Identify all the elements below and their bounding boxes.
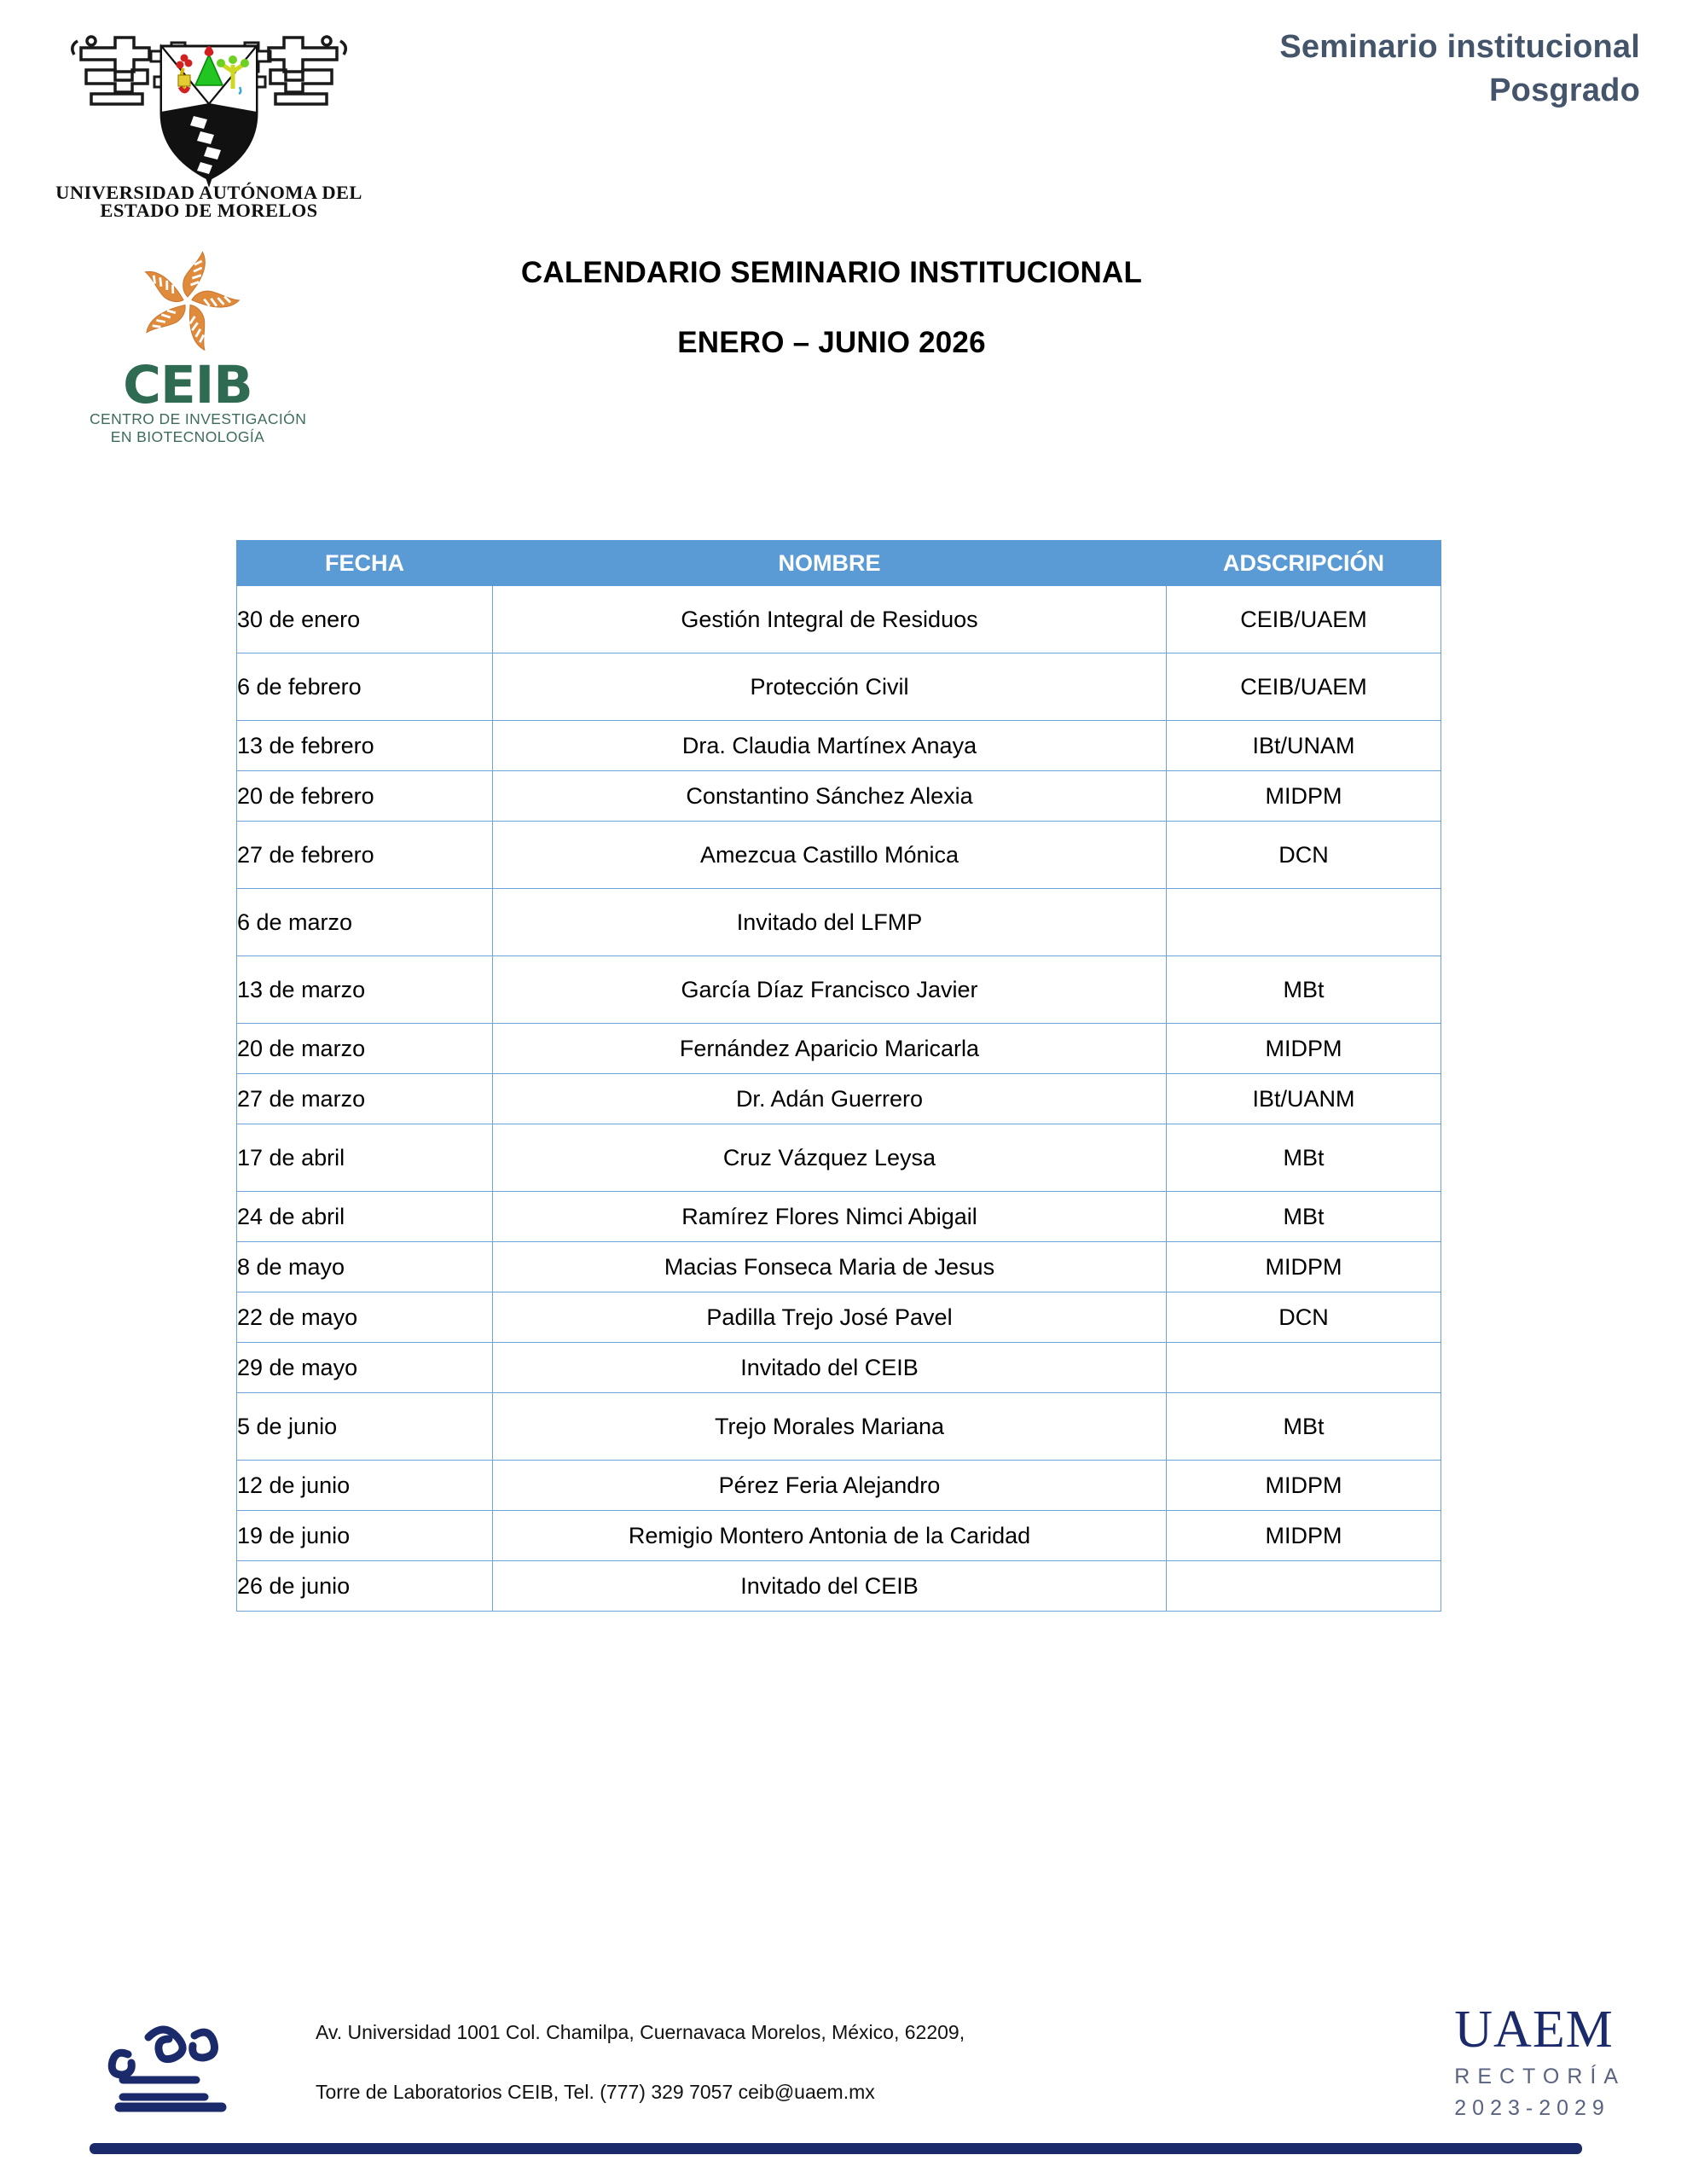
cell-fecha: 13 de marzo	[237, 956, 493, 1024]
table-row	[237, 721, 1441, 771]
table-row	[237, 1393, 1441, 1461]
footer-address-line1: Av. Universidad 1001 Col. Chamilpa, Cuernavaca Morelos, México, 62209,	[316, 2021, 965, 2043]
cell-adscripcion: IBt/UNAM	[1167, 721, 1441, 771]
cell-fecha: 22 de mayo	[237, 1292, 493, 1343]
table-body	[237, 586, 1441, 1612]
column-header-nombre: NOMBRE	[493, 541, 1167, 586]
column-header-fecha: FECHA	[237, 541, 493, 586]
table-row	[237, 1242, 1441, 1292]
cell-nombre: Invitado del LFMP	[493, 889, 1167, 956]
ceib-logo	[90, 243, 307, 445]
cell-nombre: Remigio Montero Antonia de la Caridad	[493, 1511, 1167, 1561]
footer-address-line2: Torre de Laboratorios CEIB, Tel. (777) 329 7057 ceib@uaem.mx	[316, 2080, 875, 2103]
cell-adscripcion: MIDPM	[1167, 1461, 1441, 1511]
cell-adscripcion	[1167, 889, 1441, 956]
cell-adscripcion	[1167, 1343, 1441, 1393]
cell-nombre: Macias Fonseca Maria de Jesus	[493, 1242, 1167, 1292]
cell-fecha: 5 de junio	[237, 1393, 493, 1461]
cell-nombre: Pérez Feria Alejandro	[493, 1461, 1167, 1511]
table-row	[237, 822, 1441, 889]
cell-adscripcion	[1167, 1561, 1441, 1612]
cell-fecha: 6 de febrero	[237, 653, 493, 721]
cell-fecha: 29 de mayo	[237, 1343, 493, 1393]
table-row	[237, 1511, 1441, 1561]
cell-fecha: 12 de junio	[237, 1461, 493, 1511]
cell-nombre: Trejo Morales Mariana	[493, 1393, 1167, 1461]
svg-text:UNIVERSIDAD AUTÓNOMA DEL: UNIVERSIDAD AUTÓNOMA DEL	[55, 182, 362, 203]
cell-nombre: Invitado del CEIB	[493, 1561, 1167, 1612]
document-title-line2: ENERO – JUNIO 2026	[677, 326, 986, 359]
document-title	[281, 256, 1382, 360]
cell-fecha: 17 de abril	[237, 1124, 493, 1192]
rectoria-period: 2023-2029	[1454, 2096, 1610, 2120]
table-row	[237, 1192, 1441, 1242]
cell-adscripcion: MBt	[1167, 1192, 1441, 1242]
cell-adscripcion: DCN	[1167, 1292, 1441, 1343]
page-header	[0, 0, 1687, 256]
cell-fecha: 19 de junio	[237, 1511, 493, 1561]
cell-fecha: 27 de febrero	[237, 822, 493, 889]
page-footer	[0, 1988, 1687, 2184]
cell-nombre: Padilla Trejo José Pavel	[493, 1292, 1167, 1343]
document-title-line1: CALENDARIO SEMINARIO INSTITUCIONAL	[520, 256, 1143, 289]
table-row	[237, 586, 1441, 653]
table-row	[237, 1461, 1441, 1511]
table-row	[237, 1024, 1441, 1074]
cell-fecha: 13 de febrero	[237, 721, 493, 771]
cell-adscripcion: MBt	[1167, 1393, 1441, 1461]
column-header-adscripcion: ADSCRIPCIÓN	[1167, 541, 1441, 586]
table-row	[237, 771, 1441, 822]
cell-nombre: Dra. Claudia Martínex Anaya	[493, 721, 1167, 771]
header-title-block	[1279, 26, 1640, 113]
cell-fecha: 26 de junio	[237, 1561, 493, 1612]
cell-fecha: 24 de abril	[237, 1192, 493, 1242]
header-seminar-label: Seminario institucional	[1279, 29, 1640, 65]
uaem-wave-glyph-icon	[94, 2012, 247, 2123]
cell-adscripcion: IBt/UANM	[1167, 1074, 1441, 1124]
cell-nombre: Protección Civil	[493, 653, 1167, 721]
svg-text:ESTADO DE MORELOS: ESTADO DE MORELOS	[100, 200, 318, 220]
cell-fecha: 20 de marzo	[237, 1024, 493, 1074]
cell-adscripcion: MIDPM	[1167, 1511, 1441, 1561]
table-row	[237, 1124, 1441, 1192]
table-row	[237, 889, 1441, 956]
ceib-subtitle-line1: CENTRO DE INVESTIGACIÓN	[90, 410, 307, 427]
cell-nombre: Ramírez Flores Nimci Abigail	[493, 1192, 1167, 1242]
cell-nombre: Fernández Aparicio Maricarla	[493, 1024, 1167, 1074]
footer-divider-rule	[90, 2143, 1582, 2154]
cell-adscripcion: CEIB/UAEM	[1167, 586, 1441, 653]
uaem-rectoria-logo	[1454, 2003, 1626, 2121]
ceib-subtitle-line2: EN BIOTECNOLOGÍA	[110, 427, 265, 445]
cell-nombre: Invitado del CEIB	[493, 1343, 1167, 1393]
cell-adscripcion: MBt	[1167, 956, 1441, 1024]
cell-nombre: Amezcua Castillo Mónica	[493, 822, 1167, 889]
cell-nombre: Cruz Vázquez Leysa	[493, 1124, 1167, 1192]
cell-fecha: 27 de marzo	[237, 1074, 493, 1124]
cell-adscripcion: MIDPM	[1167, 771, 1441, 822]
ceib-dna-flower-icon	[112, 243, 264, 363]
table-header-row	[237, 541, 1441, 586]
cell-adscripcion: DCN	[1167, 822, 1441, 889]
footer-address	[316, 2020, 1254, 2106]
cell-adscripcion: MIDPM	[1167, 1242, 1441, 1292]
cell-adscripcion: MIDPM	[1167, 1024, 1441, 1074]
cell-fecha: 30 de enero	[237, 586, 493, 653]
cell-nombre: Constantino Sánchez Alexia	[493, 771, 1167, 822]
cell-fecha: 20 de febrero	[237, 771, 493, 822]
cell-nombre: Dr. Adán Guerrero	[493, 1074, 1167, 1124]
table-row	[237, 1343, 1441, 1393]
table-header	[237, 541, 1441, 586]
table-row	[237, 653, 1441, 721]
cell-adscripcion: CEIB/UAEM	[1167, 653, 1441, 721]
cell-nombre: García Díaz Francisco Javier	[493, 956, 1167, 1024]
rectoria-label: RECTORÍA	[1454, 2065, 1626, 2088]
rectoria-uaem-wordmark: UAEM	[1454, 2001, 1614, 2059]
table-row	[237, 1292, 1441, 1343]
cell-fecha: 6 de marzo	[237, 889, 493, 956]
seminar-calendar-table	[236, 540, 1441, 1612]
cell-nombre: Gestión Integral de Residuos	[493, 586, 1167, 653]
ceib-acronym: CEIB	[123, 355, 252, 415]
cell-fecha: 8 de mayo	[237, 1242, 493, 1292]
table-row	[237, 1074, 1441, 1124]
table-row	[237, 956, 1441, 1024]
cell-adscripcion: MBt	[1167, 1124, 1441, 1192]
header-posgrado-label: Posgrado	[1489, 73, 1640, 109]
uaem-shield-logo	[47, 15, 371, 220]
table-row	[237, 1561, 1441, 1612]
